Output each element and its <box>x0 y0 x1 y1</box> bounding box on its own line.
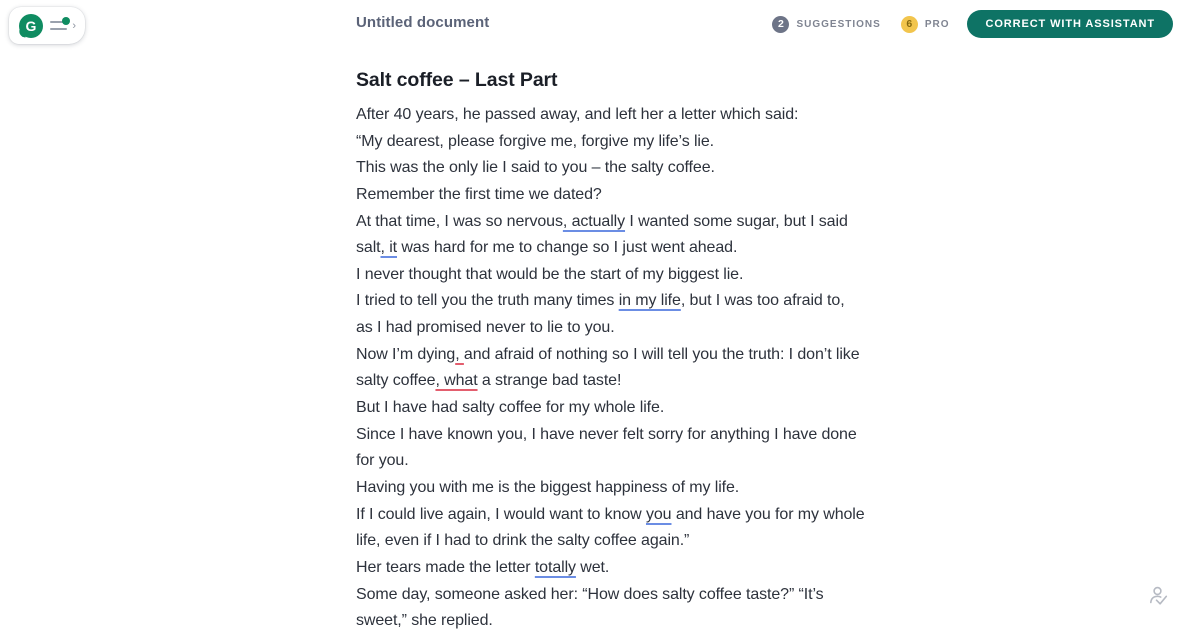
text-segment: for you. <box>356 452 409 470</box>
text-line[interactable] <box>356 448 916 475</box>
text-segment: Having you with me is the biggest happiness of my life. <box>356 478 740 496</box>
text-segment: a strange bad taste! <box>477 372 622 390</box>
text-line[interactable] <box>356 555 916 582</box>
text-line[interactable] <box>356 422 916 449</box>
text-line[interactable] <box>356 235 916 262</box>
text-segment: and afraid of nothing so I will tell you the truth: I don’t like <box>463 345 860 363</box>
text-segment: I tried to tell you the truth many times <box>356 292 619 310</box>
text-segment: Remember the first time we dated? <box>356 185 602 203</box>
text-line[interactable] <box>356 342 916 369</box>
chevron-right-icon: › <box>72 19 76 32</box>
text-segment: wet. <box>575 558 610 576</box>
text-segment: life, even if I had to drink the salty coffee again.” <box>356 532 690 550</box>
menu-lines-icon <box>50 19 76 33</box>
text-segment: salty coffee <box>356 372 436 390</box>
text-line[interactable] <box>356 155 916 182</box>
document-heading[interactable]: Salt coffee – Last Part <box>356 69 558 91</box>
document-body[interactable] <box>356 102 916 630</box>
text-line[interactable] <box>356 209 916 236</box>
text-line[interactable] <box>356 475 916 502</box>
notification-dot <box>62 17 70 25</box>
text-segment: Her tears made the letter <box>356 558 535 576</box>
text-segment: Since I have known you, I have never felt sorry for anything I have done <box>356 425 857 443</box>
suggestion-underline-blue[interactable]: in my life <box>618 292 681 310</box>
text-segment: If I could live again, I would want to know <box>356 505 646 523</box>
grammarly-menu-card[interactable] <box>9 7 85 44</box>
text-line[interactable] <box>356 288 916 315</box>
suggestions-label: SUGGESTIONS <box>796 18 881 30</box>
text-line[interactable] <box>356 608 916 630</box>
text-segment: , but I was too afraid to, <box>680 292 845 310</box>
text-line[interactable] <box>356 102 916 129</box>
document-title[interactable]: Untitled document <box>356 14 490 31</box>
suggestion-underline-red[interactable]: , what <box>435 372 478 390</box>
text-segment: At that time, I was so nervous <box>356 212 563 230</box>
text-segment: Some day, someone asked her: “How does salty coffee taste?” “It’s <box>356 585 824 603</box>
correct-with-assistant-button[interactable]: CORRECT WITH ASSISTANT <box>967 10 1173 38</box>
text-segment: as I had promised never to lie to you. <box>356 319 615 337</box>
suggestion-underline-red[interactable]: , <box>455 345 464 363</box>
text-segment: Now I’m dying <box>356 345 456 363</box>
suggestion-underline-blue[interactable]: , actually <box>562 212 626 230</box>
text-segment: I wanted some sugar, but I said <box>625 212 848 230</box>
pro-count-badge[interactable]: 6 <box>901 16 918 33</box>
text-segment: sweet,” she replied. <box>356 612 493 630</box>
suggestion-underline-blue[interactable]: totally <box>534 558 576 576</box>
assistant-person-check-icon[interactable] <box>1146 584 1172 610</box>
text-line[interactable] <box>356 582 916 609</box>
header-toolbar <box>772 10 1173 38</box>
text-segment: But I have had salty coffee for my whole life. <box>356 399 665 417</box>
text-segment: and have you for my whole <box>671 505 865 523</box>
text-line[interactable] <box>356 129 916 156</box>
text-line[interactable] <box>356 368 916 395</box>
pro-label: PRO <box>924 18 950 30</box>
text-line[interactable] <box>356 182 916 209</box>
text-segment: salt <box>356 239 381 257</box>
suggestion-underline-blue[interactable]: , it <box>380 239 397 257</box>
text-line[interactable] <box>356 502 916 529</box>
text-segment: was hard for me to change so I just went ahead. <box>397 239 738 257</box>
text-line[interactable] <box>356 315 916 342</box>
text-line[interactable] <box>356 395 916 422</box>
text-segment: I never thought that would be the start of my biggest lie. <box>356 265 744 283</box>
text-line[interactable] <box>356 528 916 555</box>
text-line[interactable] <box>356 262 916 289</box>
suggestions-count-badge[interactable]: 2 <box>772 16 789 33</box>
text-segment: “My dearest, please forgive me, forgive my life’s lie. <box>356 132 714 150</box>
text-segment: After 40 years, he passed away, and left her a letter which said: <box>356 106 799 123</box>
grammarly-logo-icon: G <box>19 14 43 38</box>
text-segment: This was the only lie I said to you – the salty coffee. <box>356 159 715 177</box>
suggestion-underline-blue[interactable]: you <box>645 505 672 523</box>
